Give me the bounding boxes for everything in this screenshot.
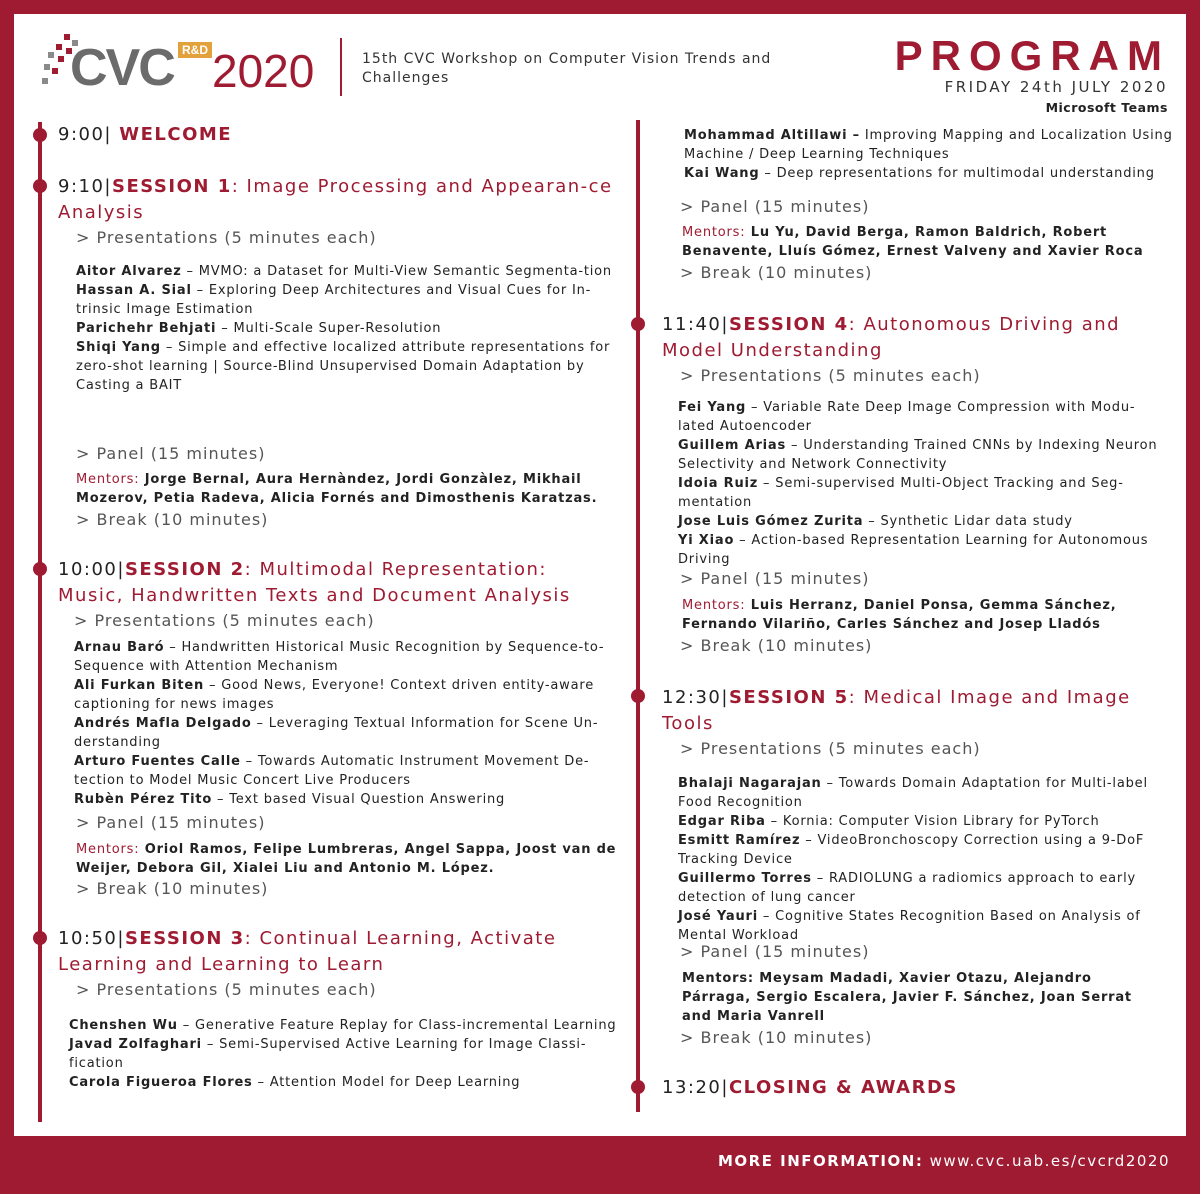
session1-break: > Break (10 minutes) bbox=[76, 510, 269, 529]
list-item: Arnau Baró – Handwritten Historical Music Recognition by Sequence-to-Sequence with Attention Mechanism bbox=[74, 640, 605, 674]
header-divider bbox=[340, 38, 342, 96]
session4-panel: > Panel (15 minutes) bbox=[680, 569, 870, 588]
list-item: Mohammad Altillawi – Improving Mapping and Localization Using Machine / Deep Learning Techniques bbox=[684, 128, 1173, 162]
list-item: Aitor Alvarez – MVMO: a Dataset for Multi-View Semantic Segmenta-tion bbox=[76, 264, 612, 279]
mentors-label: Mentors: bbox=[682, 225, 746, 240]
session5-label: SESSION 5 bbox=[728, 687, 849, 708]
session2-break: > Break (10 minutes) bbox=[76, 879, 269, 898]
program-heading: PROGRAM bbox=[894, 32, 1170, 79]
session3-break: > Break (10 minutes) bbox=[680, 263, 873, 282]
session5-list bbox=[678, 774, 1172, 945]
cvc-logo bbox=[42, 34, 352, 110]
session4-presentations: > Presentations (5 minutes each) bbox=[680, 366, 981, 385]
session2-title: : Multimodal Representation: Music, Handwritten Texts and Document Analysis bbox=[58, 559, 571, 606]
list-item: Chenshen Wu – Generative Feature Replay for Class-incremental Learning bbox=[69, 1018, 617, 1033]
timeline-dot bbox=[33, 179, 47, 193]
session1-presentations: > Presentations (5 minutes each) bbox=[76, 228, 377, 247]
timeline-left bbox=[38, 122, 42, 1122]
timeline-dot bbox=[33, 931, 47, 945]
session5-heading bbox=[662, 685, 1172, 737]
closing-row bbox=[662, 1075, 1172, 1101]
list-item: Edgar Riba – Kornia: Computer Vision Library for PyTorch bbox=[678, 814, 1100, 829]
mentors-label: Mentors: bbox=[76, 472, 140, 487]
list-item: José Yauri – Cognitive States Recognition Based on Analysis of Mental Workload bbox=[678, 909, 1141, 943]
mentors-label: Mentors: bbox=[76, 842, 140, 857]
session2-time: 10:00| bbox=[58, 559, 125, 580]
session1-time: 9:10| bbox=[58, 176, 112, 197]
workshop-title: 15th CVC Workshop on Computer Vision Trends and Challenges bbox=[362, 51, 772, 86]
list-item: Esmitt Ramírez – VideoBronchoscopy Correction using a 9-DoF Tracking Device bbox=[678, 833, 1145, 867]
session1-list bbox=[76, 262, 622, 395]
session4-break: > Break (10 minutes) bbox=[680, 636, 873, 655]
welcome-label: WELCOME bbox=[119, 124, 233, 145]
session3-panel: > Panel (15 minutes) bbox=[680, 197, 870, 216]
session4-heading bbox=[662, 312, 1172, 364]
list-item: Carola Figueroa Flores – Attention Model for Deep Learning bbox=[69, 1075, 521, 1090]
session4-mentors bbox=[682, 596, 1152, 634]
mentors-names: Lu Yu, David Berga, Ramon Baldrich, Robert Benavente, Lluís Gómez, Ernest Valveny and Xavier Roca bbox=[682, 225, 1144, 259]
list-item: Kai Wang – Deep representations for multimodal understanding bbox=[684, 166, 1155, 181]
session4-title: : Autonomous Driving and Model Understanding bbox=[662, 314, 1121, 361]
session1-title: : Image Processing and Appearan-ce Analysis bbox=[58, 176, 613, 223]
timeline-dot bbox=[631, 317, 645, 331]
list-item: Arturo Fuentes Calle – Towards Automatic Instrument Movement De-tection to Model Music Concert Live Producers bbox=[74, 754, 590, 788]
list-item: Shiqi Yang – Simple and effective localized attribute representations for zero-shot learning | Source-Blind Unsupervised Domain Adaptation by Casting a BAIT bbox=[76, 340, 611, 393]
session4-time: 11:40| bbox=[662, 314, 729, 335]
mentors-label: Mentors: bbox=[682, 971, 754, 986]
session2-panel: > Panel (15 minutes) bbox=[76, 813, 266, 832]
session2-list bbox=[74, 638, 622, 809]
session3-list-right bbox=[684, 126, 1174, 183]
session1-heading bbox=[58, 174, 618, 226]
session5-time: 12:30| bbox=[662, 687, 729, 708]
list-item: Guillem Arias – Understanding Trained CNNs by Indexing Neuron Selectivity and Network Connectivity bbox=[678, 438, 1158, 472]
session5-break: > Break (10 minutes) bbox=[680, 1028, 873, 1047]
session2-heading bbox=[58, 557, 618, 609]
session3-time: 10:50| bbox=[58, 928, 125, 949]
timeline-dot bbox=[33, 562, 47, 576]
logo-rd-badge: R&D bbox=[178, 42, 212, 58]
mentors-names: Luis Herranz, Daniel Ponsa, Gemma Sánchez, Fernando Vilariño, Carles Sánchez and Josep Lladós bbox=[682, 598, 1117, 632]
session1-mentors bbox=[76, 470, 624, 508]
timeline-right bbox=[636, 120, 640, 1112]
closing-time: 13:20| bbox=[662, 1077, 729, 1098]
list-item: Ali Furkan Biten – Good News, Everyone! Context driven entity-aware captioning for news images bbox=[74, 678, 595, 712]
list-item: Bhalaji Nagarajan – Towards Domain Adaptation for Multi-label Food Recognition bbox=[678, 776, 1148, 810]
footer-label: MORE INFORMATION: bbox=[717, 1152, 924, 1170]
list-item: Javad Zolfaghari – Semi-Supervised Active Learning for Image Classi-fication bbox=[69, 1037, 587, 1071]
timeline-dot bbox=[631, 689, 645, 703]
mentors-label: Mentors: bbox=[682, 598, 746, 613]
session5-presentations: > Presentations (5 minutes each) bbox=[680, 739, 981, 758]
welcome-time: 9:00| bbox=[58, 124, 112, 145]
program-sheet bbox=[14, 14, 1186, 1136]
mentors-names: Oriol Ramos, Felipe Lumbreras, Angel Sappa, Joost van de Weijer, Debora Gil, Xialei Liu and Antonio M. López. bbox=[76, 842, 617, 876]
list-item: Rubèn Pérez Tito – Text based Visual Question Answering bbox=[74, 792, 506, 807]
footer-bar bbox=[0, 1136, 1200, 1194]
timeline-dot bbox=[631, 1080, 645, 1094]
event-date: FRIDAY 24th JULY 2020 bbox=[944, 78, 1168, 96]
session2-label: SESSION 2 bbox=[124, 559, 245, 580]
mentors-names: Jorge Bernal, Aura Hernàndez, Jordi Gonzàlez, Mikhail Mozerov, Petia Radeva, Alicia Fornés and Dimosthenis Karatzas. bbox=[76, 472, 598, 506]
session3-heading bbox=[58, 926, 618, 978]
session3-title: : Continual Learning, Activate Learning and Learning to Learn bbox=[58, 928, 557, 975]
session4-label: SESSION 4 bbox=[728, 314, 849, 335]
session5-title: : Medical Image and Image Tools bbox=[662, 687, 1131, 734]
session4-list bbox=[678, 398, 1172, 569]
closing-label: CLOSING & AWARDS bbox=[728, 1077, 958, 1098]
session1-label: SESSION 1 bbox=[112, 176, 232, 197]
session1-panel: > Panel (15 minutes) bbox=[76, 444, 266, 463]
footer-info bbox=[718, 1152, 1170, 1170]
session3-mentors bbox=[682, 223, 1162, 261]
session2-presentations: > Presentations (5 minutes each) bbox=[74, 611, 375, 630]
list-item: Jose Luis Gómez Zurita – Synthetic Lidar data study bbox=[678, 514, 1073, 529]
logo-cvc-text: CVC bbox=[70, 39, 174, 97]
list-item: Guillermo Torres – RADIOLUNG a radiomics approach to early detection of lung cancer bbox=[678, 871, 1136, 905]
session3-presentations: > Presentations (5 minutes each) bbox=[76, 980, 377, 999]
session5-panel: > Panel (15 minutes) bbox=[680, 942, 870, 961]
welcome-row bbox=[58, 122, 618, 148]
session5-mentors bbox=[682, 969, 1162, 1026]
list-item: Parichehr Behjati – Multi-Scale Super-Resolution bbox=[76, 321, 442, 336]
session3-label: SESSION 3 bbox=[124, 928, 245, 949]
list-item: Fei Yang – Variable Rate Deep Image Compression with Modu-lated Autoencoder bbox=[678, 400, 1136, 434]
list-item: Idoia Ruiz – Semi-supervised Multi-Object Tracking and Seg-mentation bbox=[678, 476, 1124, 510]
event-platform: Microsoft Teams bbox=[1045, 100, 1168, 115]
timeline-dot bbox=[33, 128, 47, 142]
list-item: Hassan A. Sial – Exploring Deep Architectures and Visual Cues for In-trinsic Image Estimation bbox=[76, 283, 592, 317]
session2-mentors bbox=[76, 840, 624, 878]
mentors-names: Meysam Madadi, Xavier Otazu, Alejandro Párraga, Sergio Escalera, Javier F. Sánchez, Joan Serrat and Maria Vanrell bbox=[682, 971, 1132, 1024]
list-item: Andrés Mafla Delgado – Leveraging Textual Information for Scene Un-derstanding bbox=[74, 716, 599, 750]
footer-url-link[interactable]: www.cvc.uab.es/cvcrd2020 bbox=[929, 1152, 1170, 1170]
list-item: Yi Xiao – Action-based Representation Learning for Autonomous Driving bbox=[678, 533, 1149, 567]
logo-year: 2020 bbox=[212, 45, 315, 97]
session3-list-left bbox=[69, 1016, 625, 1092]
